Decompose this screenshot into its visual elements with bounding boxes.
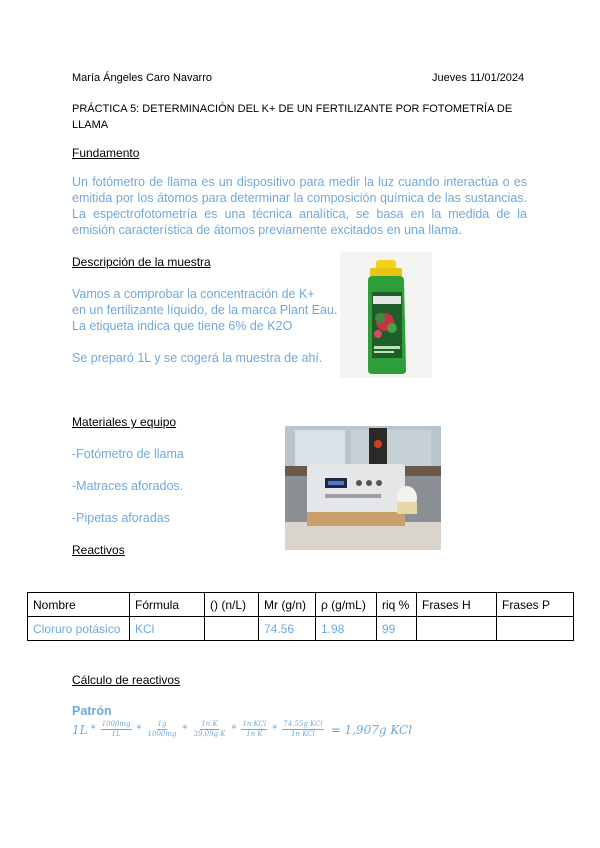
- multiply-sign: *: [272, 724, 278, 735]
- conversion-fraction: [241, 720, 267, 739]
- fundamento-heading: Fundamento: [72, 146, 140, 160]
- table-cell: Cloruro potásico: [28, 617, 130, 641]
- materiales-item: -Matraces aforados.: [72, 479, 184, 493]
- table-header-cell: Frases H: [417, 593, 497, 617]
- fraction-denominator: 1L: [111, 730, 121, 738]
- materiales-item: -Pipetas aforadas: [72, 511, 170, 525]
- photometer-illustration: [285, 426, 441, 550]
- table-header-cell: Fórmula: [130, 593, 205, 617]
- fraction-numerator: 1n KCl: [242, 720, 267, 728]
- multiply-sign: *: [136, 724, 142, 735]
- bottle-illustration: [340, 252, 432, 378]
- fraction-numerator: 1n K: [201, 720, 218, 728]
- muestra-line-1: Vamos a comprobar la concentración de K+: [72, 287, 315, 301]
- patron-label: Patrón: [72, 704, 112, 718]
- calc-result: = 1,907g KCl: [330, 722, 413, 737]
- muestra-note: Se preparó 1L y se cogerá la muestra de ahí.: [72, 351, 323, 365]
- table-header-cell: Mr (g/n): [259, 593, 316, 617]
- table-cell: [497, 617, 574, 641]
- reactivos-heading: Reactivos: [72, 543, 125, 557]
- calc-start: 1L: [72, 722, 88, 737]
- practice-title: PRÁCTICA 5: DETERMINACIÓN DEL K+ DE UN FERTILIZANTE POR FOTOMETRÍA DE LLAMA: [72, 103, 513, 131]
- table-cell: 1.98: [316, 617, 377, 641]
- table-cell: 99: [377, 617, 417, 641]
- conversion-fraction: [101, 720, 132, 739]
- fraction-numerator: 1g: [157, 720, 167, 728]
- materiales-item: -Fotómetro de llama: [72, 447, 184, 461]
- table-header-cell: () (n/L): [205, 593, 259, 617]
- fraction-numerator: 1000mg: [101, 720, 131, 728]
- fraction-denominator: 1n KCl: [291, 730, 315, 738]
- muestra-line-2: en un fertilizante líquido, de la marca Plant Eau.: [72, 303, 338, 317]
- table-cell: [205, 617, 259, 641]
- fraction-denominator: 1000mg: [147, 730, 177, 738]
- author-name: María Ángeles Caro Navarro: [72, 72, 213, 84]
- materiales-heading: Materiales y equipo: [72, 415, 177, 429]
- patron-calculation: [72, 720, 412, 739]
- flame-photometer-image: [285, 426, 441, 550]
- calculo-heading: Cálculo de reactivos: [72, 673, 181, 687]
- muestra-line-3: La etiqueta indica que tiene 6% de K2O: [72, 319, 293, 333]
- multiply-sign: *: [182, 724, 188, 735]
- fertilizer-bottle-image: [340, 252, 432, 378]
- table-header-cell: ρ (g/mL): [316, 593, 377, 617]
- multiply-sign: *: [90, 724, 96, 735]
- table-cell: 74.56: [259, 617, 316, 641]
- conversion-fraction: [192, 720, 226, 739]
- conversion-fraction: [282, 720, 323, 739]
- table-row: [28, 617, 574, 641]
- reagents-table: [27, 592, 574, 641]
- muestra-heading: Descripción de la muestra: [72, 255, 211, 269]
- table-cell: [417, 617, 497, 641]
- fraction-denominator: 39,09g K: [193, 730, 226, 738]
- table-cell: KCl: [130, 617, 205, 641]
- conversion-fraction: [147, 720, 178, 739]
- table-header-cell: riq %: [377, 593, 417, 617]
- fraction-denominator: 1n K: [246, 730, 263, 738]
- fundamento-text: Un fotómetro de llama es un dispositivo para medir la luz cuando interactúa o es emitida por los átomos para determinar la composición química de las sustancias. La espectrofotometría es una técnica analítica, se basa en la medida de la emisión característica de átomos previamente excitados en una llama.: [72, 175, 527, 237]
- fraction-numerator: 74,55g KCl: [283, 720, 323, 728]
- table-header-cell: Frases P: [497, 593, 574, 617]
- table-header-row: [28, 593, 574, 617]
- document-date: Jueves 11/01/2024: [432, 72, 525, 84]
- table-header-cell: Nombre: [28, 593, 130, 617]
- multiply-sign: *: [231, 724, 237, 735]
